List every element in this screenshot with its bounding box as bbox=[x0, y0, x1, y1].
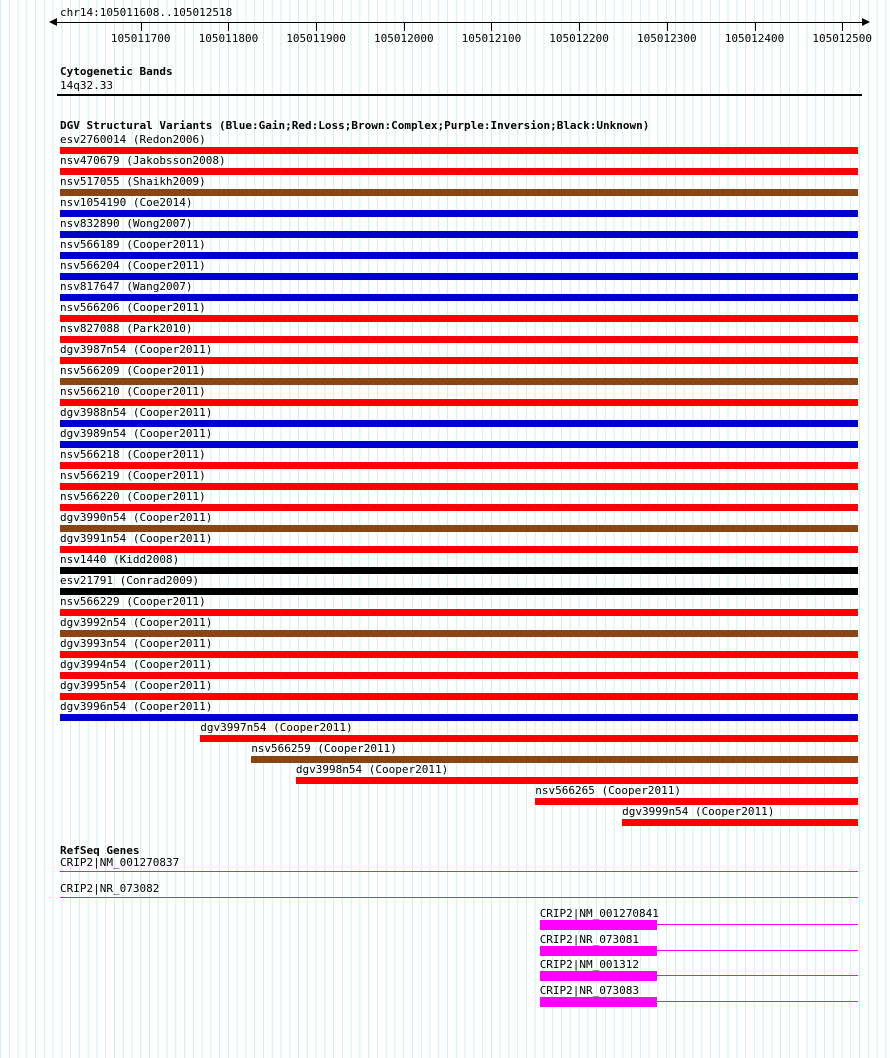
variant-label[interactable]: dgv3996n54 (Cooper2011) bbox=[60, 700, 213, 713]
ruler-tick-label: 105011800 bbox=[198, 32, 259, 45]
variant-bar[interactable] bbox=[296, 777, 858, 784]
variant-label[interactable]: dgv3990n54 (Cooper2011) bbox=[60, 511, 213, 524]
variant-bar[interactable] bbox=[60, 252, 858, 259]
gene-line[interactable] bbox=[60, 897, 858, 898]
variant-label[interactable]: nsv566204 (Cooper2011) bbox=[60, 259, 206, 272]
ruler-tick-label: 105012200 bbox=[549, 32, 609, 45]
variant-bar[interactable] bbox=[60, 504, 858, 511]
variant-label[interactable]: nsv817647 (Wang2007) bbox=[60, 280, 193, 293]
variant-bar[interactable] bbox=[60, 462, 858, 469]
variant-bar[interactable] bbox=[251, 756, 858, 763]
variant-label[interactable]: dgv3994n54 (Cooper2011) bbox=[60, 658, 213, 671]
refseq-track-title: RefSeq Genes bbox=[60, 844, 140, 857]
gene-label[interactable]: CRIP2|NM_001312 bbox=[539, 958, 640, 971]
ruler-tick bbox=[755, 22, 756, 31]
gene-box[interactable] bbox=[540, 946, 658, 956]
variant-label[interactable]: esv2760014 (Redon2006) bbox=[60, 133, 206, 146]
variant-label[interactable]: nsv827088 (Park2010) bbox=[60, 322, 193, 335]
variant-label[interactable]: nsv566219 (Cooper2011) bbox=[60, 469, 206, 482]
ruler-left-arrow-icon bbox=[49, 18, 57, 26]
variant-bar[interactable] bbox=[60, 525, 858, 532]
variant-label[interactable]: nsv566210 (Cooper2011) bbox=[60, 385, 206, 398]
variant-label[interactable]: nsv566220 (Cooper2011) bbox=[60, 490, 206, 503]
ruler-tick bbox=[228, 22, 229, 31]
variant-bar[interactable] bbox=[60, 483, 858, 490]
variant-bar[interactable] bbox=[60, 336, 858, 343]
cytoband-track-title: Cytogenetic Bands bbox=[60, 65, 173, 78]
variant-label[interactable]: nsv566229 (Cooper2011) bbox=[60, 595, 206, 608]
ruler-tick-label: 105012300 bbox=[636, 32, 697, 45]
variant-bar[interactable] bbox=[60, 588, 858, 595]
variant-bar[interactable] bbox=[60, 147, 858, 154]
variant-label[interactable]: esv21791 (Conrad2009) bbox=[60, 574, 200, 587]
ruler-right-arrow-icon bbox=[862, 18, 870, 26]
variant-label[interactable]: dgv3991n54 (Cooper2011) bbox=[60, 532, 213, 545]
ruler-tick bbox=[842, 22, 843, 31]
gene-label[interactable]: CRIP2|NR_073083 bbox=[539, 984, 640, 997]
variant-bar[interactable] bbox=[60, 714, 858, 721]
ruler-tick-label: 105012000 bbox=[373, 32, 434, 45]
cytoband-label[interactable]: 14q32.33 bbox=[60, 79, 113, 92]
variant-bar[interactable] bbox=[60, 441, 858, 448]
variant-label[interactable]: nsv1440 (Kidd2008) bbox=[60, 553, 180, 566]
cytoband-bar[interactable] bbox=[57, 94, 862, 96]
variant-label[interactable]: dgv3992n54 (Cooper2011) bbox=[60, 616, 213, 629]
ruler-tick bbox=[141, 22, 142, 31]
gene-box[interactable] bbox=[540, 920, 658, 930]
variant-bar[interactable] bbox=[200, 735, 858, 742]
variant-bar[interactable] bbox=[60, 567, 858, 574]
gene-label[interactable]: CRIP2|NM_001270841 bbox=[539, 907, 659, 920]
ruler-line bbox=[57, 22, 862, 23]
variant-bar[interactable] bbox=[60, 651, 858, 658]
ruler-tick bbox=[316, 22, 317, 31]
ruler-tick-label: 105011900 bbox=[286, 32, 346, 45]
ruler-tick bbox=[404, 22, 405, 31]
variant-bar[interactable] bbox=[60, 294, 858, 301]
variant-bar[interactable] bbox=[60, 630, 858, 637]
region-label: chr14:105011608..105012518 bbox=[60, 6, 233, 19]
gene-label[interactable]: CRIP2|NM_001270837 bbox=[60, 856, 180, 869]
variant-bar[interactable] bbox=[60, 693, 858, 700]
variant-label[interactable]: nsv566259 (Cooper2011) bbox=[251, 742, 397, 755]
variant-label[interactable]: nsv566209 (Cooper2011) bbox=[60, 364, 206, 377]
gene-line[interactable] bbox=[60, 871, 858, 872]
variant-bar[interactable] bbox=[60, 315, 858, 322]
variant-label[interactable]: dgv3988n54 (Cooper2011) bbox=[60, 406, 213, 419]
variant-label[interactable]: dgv3995n54 (Cooper2011) bbox=[60, 679, 213, 692]
variant-label[interactable]: dgv3987n54 (Cooper2011) bbox=[60, 343, 213, 356]
variant-label[interactable]: nsv517055 (Shaikh2009) bbox=[60, 175, 206, 188]
variant-bar[interactable] bbox=[622, 819, 858, 826]
variant-bar[interactable] bbox=[60, 168, 858, 175]
variant-bar[interactable] bbox=[60, 231, 858, 238]
ruler-tick-label: 105011700 bbox=[110, 32, 171, 45]
gene-box[interactable] bbox=[540, 997, 658, 1007]
dgv-track-title: DGV Structural Variants (Blue:Gain;Red:Loss;Brown:Complex;Purple:Inversion;Black:Unknown) bbox=[60, 119, 650, 132]
gene-label[interactable]: CRIP2|NR_073081 bbox=[539, 933, 640, 946]
ruler-tick-label: 105012500 bbox=[812, 32, 872, 45]
gene-label[interactable]: CRIP2|NR_073082 bbox=[60, 882, 160, 895]
variant-bar[interactable] bbox=[60, 672, 858, 679]
ruler-tick bbox=[491, 22, 492, 31]
variant-label[interactable]: nsv566265 (Cooper2011) bbox=[535, 784, 681, 797]
variant-bar[interactable] bbox=[60, 399, 858, 406]
ruler-tick bbox=[667, 22, 668, 31]
variant-bar[interactable] bbox=[60, 378, 858, 385]
variant-label[interactable]: nsv1054190 (Coe2014) bbox=[60, 196, 193, 209]
variant-bar[interactable] bbox=[60, 273, 858, 280]
variant-label[interactable]: dgv3997n54 (Cooper2011) bbox=[200, 721, 353, 734]
variant-bar[interactable] bbox=[535, 798, 858, 805]
ruler-tick-label: 105012100 bbox=[461, 32, 522, 45]
variant-label[interactable]: dgv3993n54 (Cooper2011) bbox=[60, 637, 213, 650]
ruler-tick bbox=[579, 22, 580, 31]
variant-bar[interactable] bbox=[60, 420, 858, 427]
gene-box[interactable] bbox=[540, 971, 658, 981]
variant-label[interactable]: nsv566218 (Cooper2011) bbox=[60, 448, 206, 461]
variant-bar[interactable] bbox=[60, 546, 858, 553]
variant-label[interactable]: nsv832890 (Wong2007) bbox=[60, 217, 193, 230]
variant-bar[interactable] bbox=[60, 189, 858, 196]
variant-label[interactable]: dgv3999n54 (Cooper2011) bbox=[622, 805, 775, 818]
variant-bar[interactable] bbox=[60, 210, 858, 217]
variant-label[interactable]: dgv3989n54 (Cooper2011) bbox=[60, 427, 213, 440]
variant-label[interactable]: nsv470679 (Jakobsson2008) bbox=[60, 154, 226, 167]
variant-label[interactable]: nsv566189 (Cooper2011) bbox=[60, 238, 206, 251]
variant-label[interactable]: nsv566206 (Cooper2011) bbox=[60, 301, 206, 314]
ruler-tick-label: 105012400 bbox=[724, 32, 785, 45]
variant-label[interactable]: dgv3998n54 (Cooper2011) bbox=[295, 763, 449, 776]
variant-bar[interactable] bbox=[60, 609, 858, 616]
variant-bar[interactable] bbox=[60, 357, 858, 364]
